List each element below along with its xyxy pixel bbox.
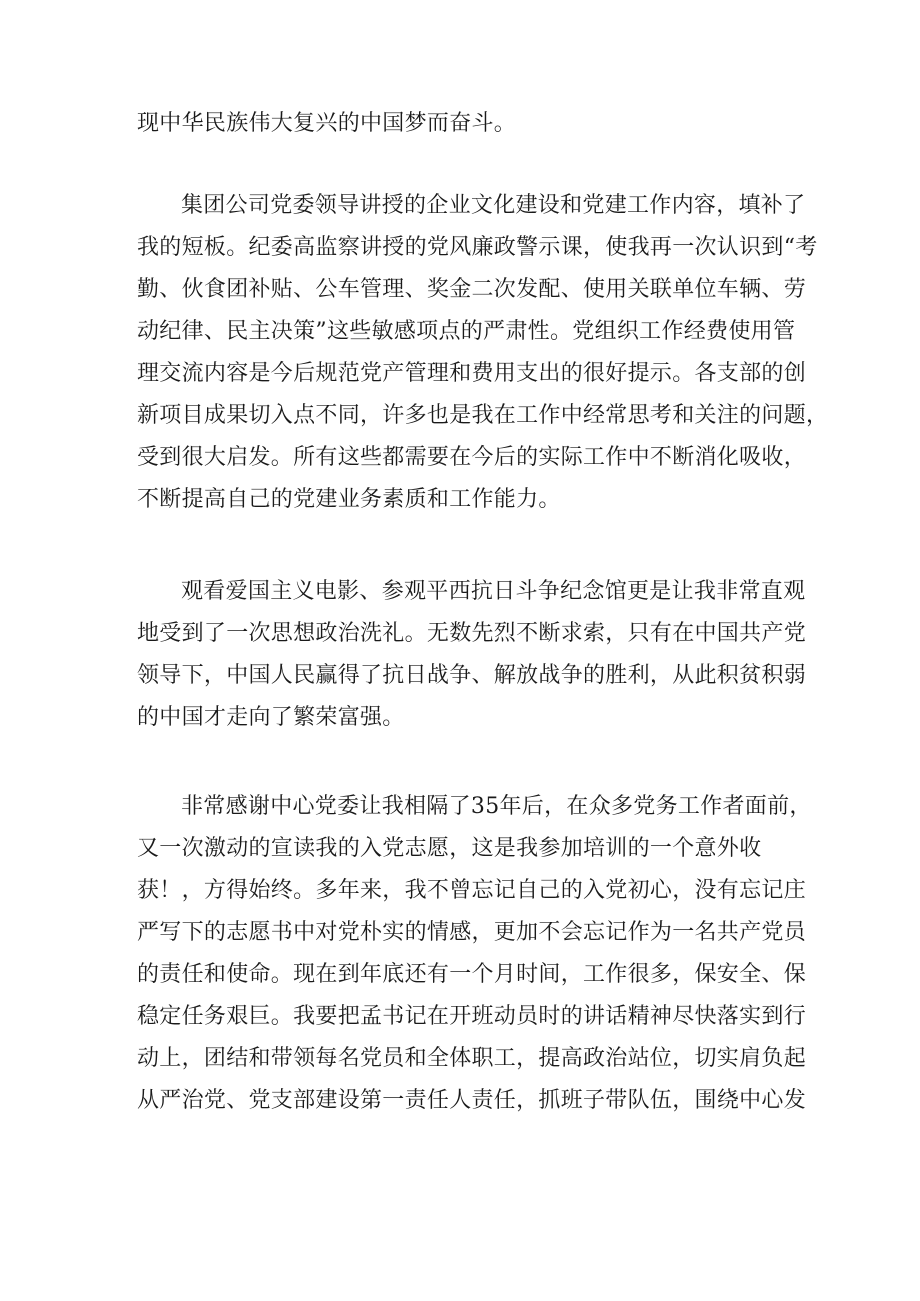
- paragraph-2-line-4: 动纪律、民主决策”这些敏感项点的严肃性。党组织工作经费使用管: [137, 319, 796, 344]
- paragraph-3-line-4: 的中国才走向了繁荣富强。: [137, 705, 405, 730]
- paragraph-3-line-2: 地受到了一次思想政治洗礼。无数先烈不断求索，只有在中国共产党: [137, 621, 807, 646]
- paragraph-4-line-1: 非常感谢中心党委让我相隔了35年后，在众多党务工作者面前，: [181, 794, 812, 819]
- paragraph-2-line-8: 不断提高自己的党建业务素质和工作能力。: [137, 487, 561, 512]
- paragraph-4-line-4: 严写下的志愿书中对党朴实的情感，更加不会忘记作为一名共产党员: [137, 920, 807, 945]
- paragraph-4-line-8: 从严治党、党支部建设第一责任人责任，抓班子带队伍，围绕中心发: [137, 1088, 807, 1113]
- paragraph-3-line-3: 领导下，中国人民赢得了抗日战争、解放战争的胜利，从此积贫积弱: [137, 663, 807, 688]
- paragraph-2-line-2: 我的短板。纪委高监察讲授的党风廉政警示课，使我再一次认识到“考: [137, 235, 818, 260]
- paragraph-4-line-3: 获！，方得始终。多年来，我不曾忘记自己的入党初心，没有忘记庄: [137, 878, 807, 903]
- paragraph-2-line-5: 理交流内容是今后规范党产管理和费用支出的很好提示。各支部的创: [137, 361, 807, 386]
- paragraph-2-line-6: 新项目成果切入点不同，许多也是我在工作中经常思考和关注的问题，: [137, 403, 829, 428]
- paragraph-4-line-2: 又一次激动的宣读我的入党志愿，这是我参加培训的一个意外收: [137, 836, 762, 861]
- paragraph-3-line-1: 观看爱国主义电影、参观平西抗日斗争纪念馆更是让我非常直观: [181, 579, 806, 604]
- paragraph-1-line-1: 现中华民族伟大复兴的中国梦而奋斗。: [137, 111, 517, 136]
- paragraph-4-line-6: 稳定任务艰巨。我要把孟书记在开班动员时的讲话精神尽快落实到行: [137, 1004, 807, 1029]
- paragraph-4-line-5: 的责任和使命。现在到年底还有一个月时间，工作很多，保安全、保: [137, 962, 807, 987]
- paragraph-4-line-7: 动上，团结和带领每名党员和全体职工，提高政治站位，切实肩负起: [137, 1046, 807, 1071]
- paragraph-2-line-1: 集团公司党委领导讲授的企业文化建设和党建工作内容，填补了: [181, 193, 806, 218]
- paragraph-2-line-3: 勤、伙食团补贴、公车管理、奖金二次发配、使用关联单位车辆、劳: [137, 277, 807, 302]
- paragraph-2-line-7: 受到很大启发。所有这些都需要在今后的实际工作中不断消化吸收，: [137, 445, 807, 470]
